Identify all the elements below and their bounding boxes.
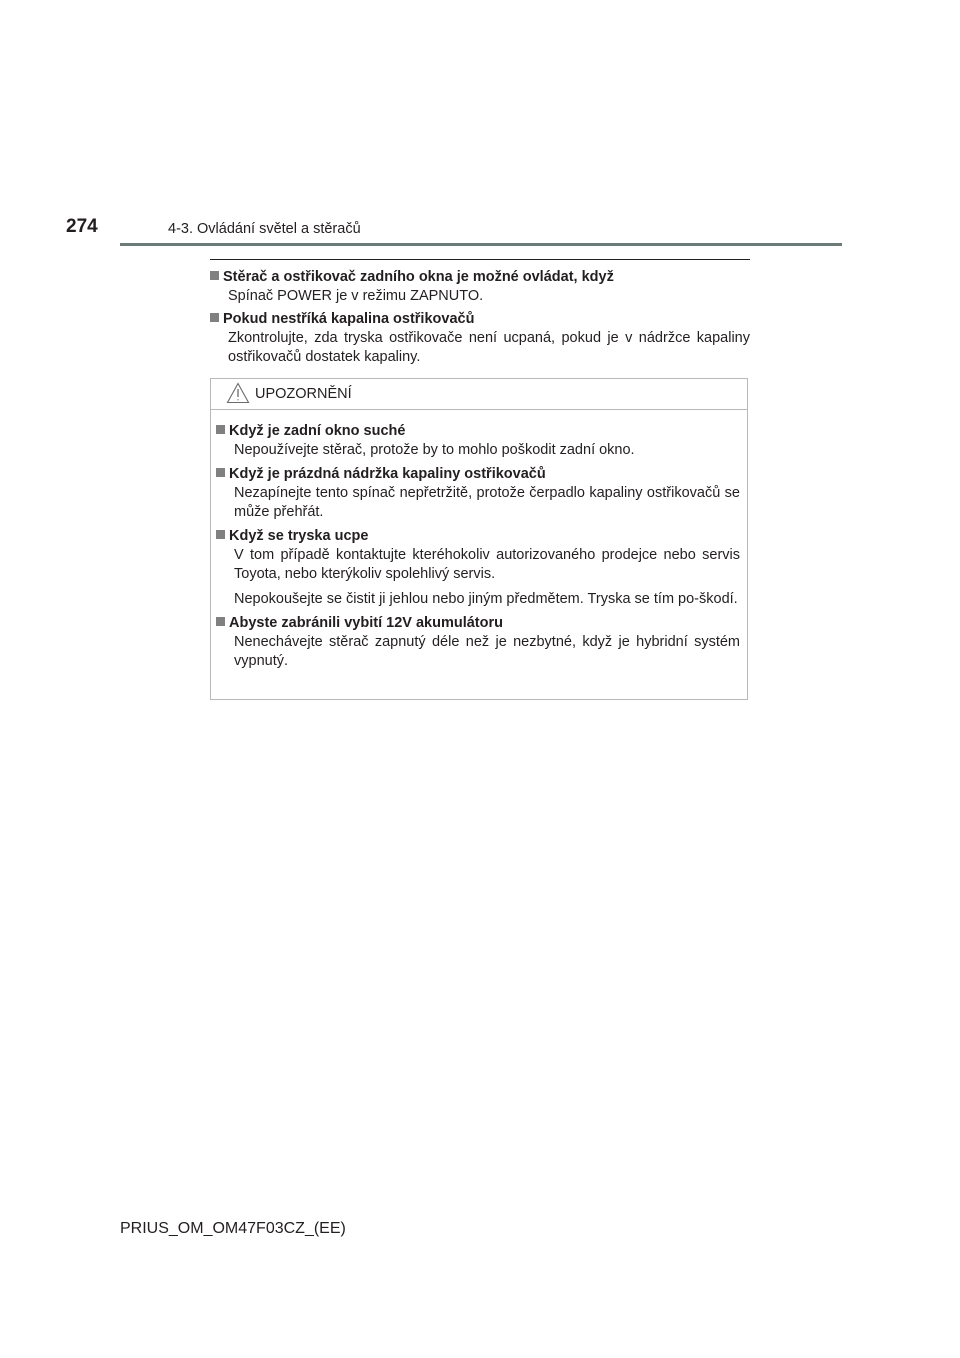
page-number: 274 [66, 216, 98, 237]
item-heading [216, 422, 740, 441]
item-title: Stěrač a ostřikovač zadního okna je možné ovládat, když [223, 269, 614, 285]
content-top-rule [210, 259, 750, 260]
warning-item-battery [216, 614, 740, 671]
item-heading [216, 527, 740, 546]
square-bullet-icon [210, 313, 219, 322]
item-paragraph: Nepokoušejte se čistit ji jehlou nebo jiným předmětem. Tryska se tím po-škodí. [234, 591, 738, 607]
item-paragraph: Nepoužívejte stěrač, protože by to mohlo poškodit zadní okno. [234, 442, 635, 458]
item-title: Pokud nestříká kapalina ostřikovačů [223, 311, 475, 327]
square-bullet-icon [216, 617, 225, 626]
item-heading [210, 268, 750, 287]
warning-box [210, 378, 748, 700]
warning-title: UPOZORNĚNÍ [255, 386, 352, 402]
item-paragraph: V tom případě kontaktujte kteréhokoliv autorizovaného prodejce nebo servis Toyota, nebo kterýkoliv spolehlivý servis. [234, 547, 740, 582]
document-code-footer: PRIUS_OM_OM47F03CZ_(EE) [120, 1220, 346, 1237]
section-title: 4-3. Ovládání světel a stěračů [168, 221, 361, 237]
item-body [228, 329, 750, 367]
item-title: Abyste zabránili vybití 12V akumulátoru [229, 615, 503, 631]
warning-header [211, 379, 747, 410]
item-title: Když je prázdná nádržka kapaliny ostřikovačů [229, 466, 546, 482]
main-content [210, 259, 750, 367]
warning-content [216, 422, 740, 671]
item-body [228, 287, 750, 306]
content-item-rear-wiper [210, 268, 750, 306]
item-body [234, 484, 740, 522]
item-body [234, 633, 740, 671]
page-header [120, 0, 842, 246]
item-paragraph: Zkontrolujte, zda tryska ostřikovače není ucpaná, pokud je v nádržce kapaliny ostřikovačů dostatek kapaliny. [228, 330, 750, 365]
item-paragraph: Nezapínejte tento spínač nepřetržitě, protože čerpadlo kapaliny ostřikovačů se může přehřát. [234, 485, 740, 520]
content-item-washer-fluid [210, 310, 750, 367]
item-paragraph: Nenechávejte stěrač zapnutý déle než je nezbytné, když je hybridní systém vypnutý. [234, 634, 740, 669]
square-bullet-icon [216, 530, 225, 539]
item-title: Když se tryska ucpe [229, 528, 369, 544]
header-rule [120, 243, 842, 246]
item-heading [210, 310, 750, 329]
square-bullet-icon [210, 271, 219, 280]
item-body [234, 546, 740, 609]
item-heading [216, 614, 740, 633]
square-bullet-icon [216, 425, 225, 434]
square-bullet-icon [216, 468, 225, 477]
item-paragraph: Spínač POWER je v režimu ZAPNUTO. [228, 288, 484, 304]
item-title: Když je zadní okno suché [229, 423, 406, 439]
warning-item-empty-tank [216, 465, 740, 522]
warning-triangle-icon [226, 381, 250, 405]
item-heading [216, 465, 740, 484]
warning-item-dry-window [216, 422, 740, 460]
item-body [234, 441, 740, 460]
warning-item-clogged-nozzle [216, 527, 740, 609]
